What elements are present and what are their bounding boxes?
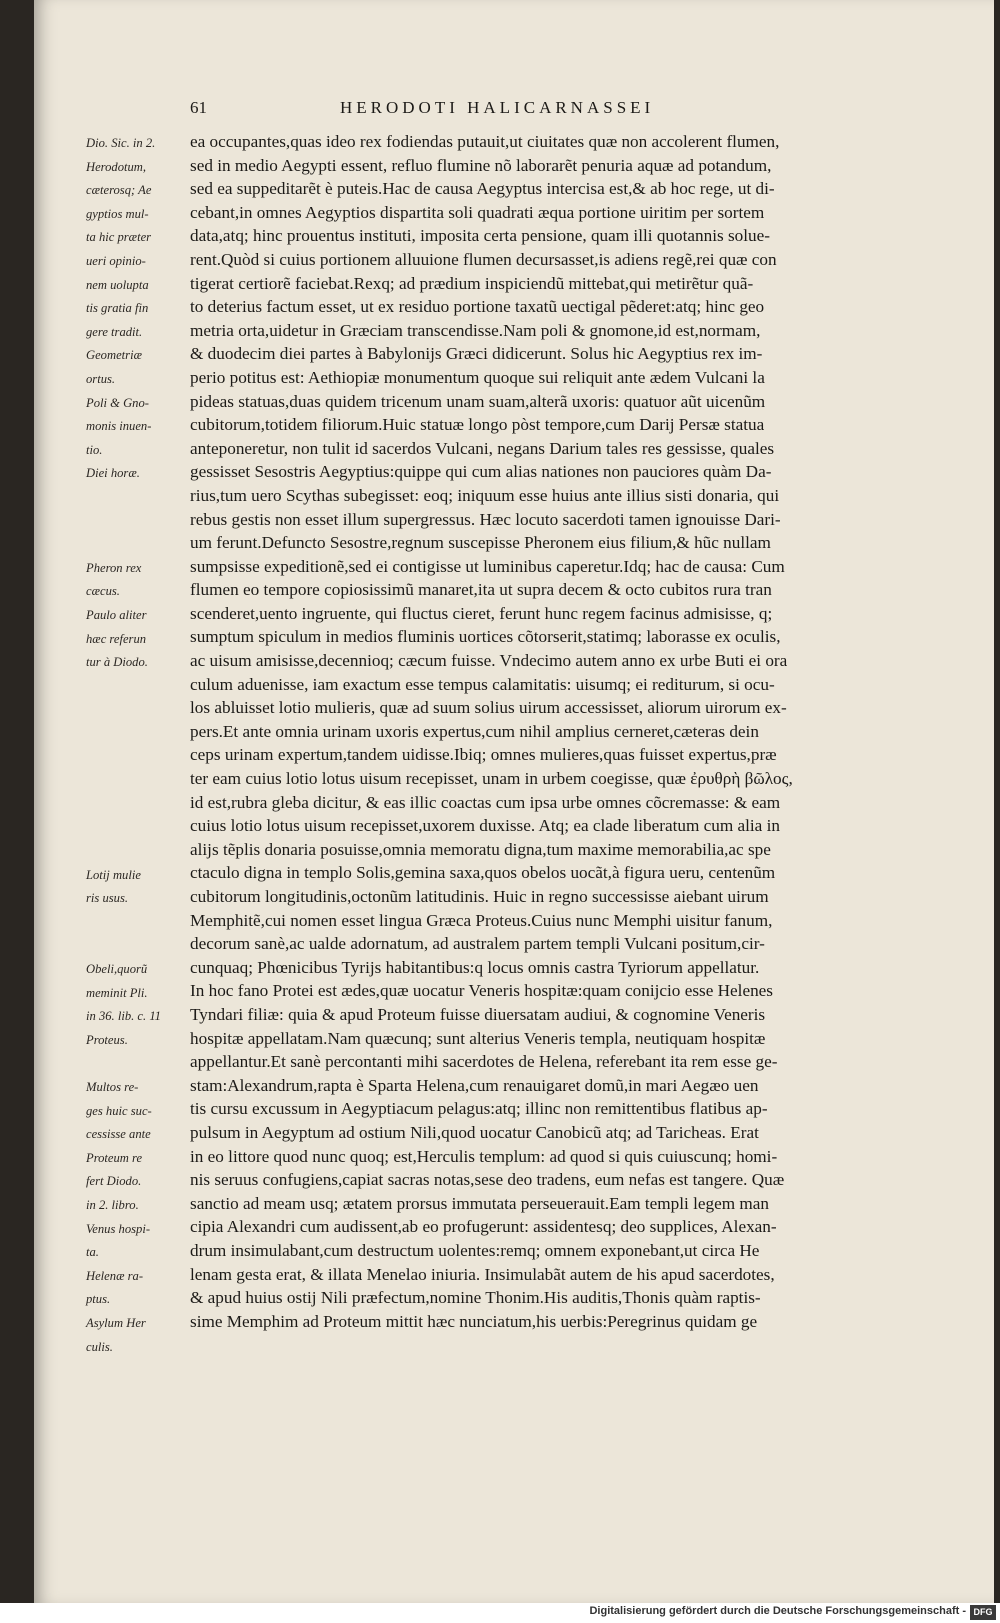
text-line: metria orta,uidetur in Græciam transcendisse.Nam poli & gnomone,id est,normam,: [190, 320, 761, 340]
text-line: gessisset Sesostris Aegyptius:quippe qui cum alias nationes non pauciores quàm Da-: [190, 462, 772, 482]
text-line: cubitorum longitudinis,octonũm latitudinis. Huic in regno successisse aiebant uirum: [190, 887, 769, 906]
marginal-note: ta.: [86, 1245, 99, 1260]
text-line: rius,tum uero Scythas subegisset: eoq; iniquum esse huius ante illius sisti donaria, qui: [190, 485, 780, 505]
marginal-note: fert Diodo.: [86, 1174, 142, 1189]
text-line: sumptum spiculum in medios fluminis uortices cõtorserit,statimq; laborasse ex oculis,: [190, 627, 781, 647]
text-line: data,atq; hinc prouentus instituti, imposita certa pensione, quam illi quotannis solue-: [190, 226, 770, 246]
text-line: tis cursu excussum in Aegyptiacum pelagus:atq; illinc non remittentibus flatibus ap-: [190, 1099, 768, 1119]
footer-credit: Digitalisierung gefördert durch die Deutsche Forschungsgemeinschaft -: [589, 1605, 966, 1617]
marginal-note: tur à Diodo.: [86, 655, 148, 670]
page-header: [190, 98, 945, 124]
text-line: sumpsisse expeditionẽ,sed ei contigisse ut luminibus caperetur.Idq; hac de causa: Cum: [190, 556, 785, 576]
text-line: rebus gestis non esset illum supergressus. Hæc locuto sacerdoti tamen ignouisse Dari-: [190, 509, 781, 529]
marginal-note: Venus hospi-: [86, 1221, 151, 1236]
text-line: sanctio ad meam usq; ætatem prorsus immutata perseuerauit.Eam templi legem man: [190, 1193, 769, 1213]
text-line: scenderet,uento ingruente, qui fluctus cieret, ferunt hunc regem facinus admisisse, q;: [190, 603, 773, 623]
text-line: cubitorum,totidem filiorum.Huic statuæ longo pòst tempore,cum Darij Persæ statua: [190, 415, 765, 435]
text-line: lenam gesta erat, & illata Menelao iniuria. Insimulabãt autem de his apud sacerdotes,: [190, 1264, 775, 1284]
marginal-note: Dio. Sic. in 2.: [86, 136, 156, 150]
text-line: ceps urinam expertum,tandem uidisse.Ibiq; omnes mulieres,quas fuisset expertus,præ: [190, 745, 777, 765]
text-line: hospitæ appellatam.Nam quæcunq; sunt alterius Veneris templa, neutiquam hospitæ: [190, 1028, 766, 1048]
marginal-note: Pheron rex: [86, 560, 142, 575]
marginal-note: Herodotum,: [86, 159, 147, 174]
marginal-note: Multos re-: [86, 1080, 139, 1094]
marginal-note: in 36. lib. c. 11: [86, 1009, 161, 1024]
text-line: Tyndari filiæ: quia & apud Proteum fuisse diuersatam audiui, & cognomine Veneris: [190, 1004, 766, 1024]
text-line: appellantur.Et sanè percontanti mihi sacerdotes de Helena, referebant ita rem esse ge-: [190, 1052, 778, 1072]
text-line: anteponeretur, non tulit id sacerdos Vulcani, negans Darium tales res gessisse, quales: [190, 438, 775, 458]
marginal-note: ta hic præter: [86, 230, 152, 245]
text-line: stam:Alexandrum,rapta è Sparta Helena,cum renauigaret domũ,in mari Aegæo uen: [190, 1075, 759, 1095]
page-number: 61: [190, 98, 207, 117]
footer-bar: [0, 1603, 1000, 1623]
marginal-note: culis.: [86, 1339, 113, 1354]
marginal-note: Helenæ ra-: [86, 1268, 144, 1283]
marginal-note: gyptios mul-: [86, 206, 149, 221]
text-line: in eo littore quod nunc quoq; est,Herculis templum: ad quod si quis cuiuscunq; homi-: [190, 1146, 778, 1166]
text-line: pulsum in Aegyptum ad ostium Nili,quod uocatur Canobicũ atq; ad Taricheas. Erat: [190, 1122, 759, 1142]
text-line: cuius lotio lotus uisum recepisset,uxorem duxisse. Atq; ea clade liberatum cum alia in: [190, 816, 780, 836]
marginal-note: Proteus.: [86, 1032, 128, 1047]
text-line: ter eam cuius lotio lotus uisum recepisset, unam in urbem coegisse, quæ ἐρυθρὴ βῶλος,: [190, 769, 793, 789]
text-line: alijs tẽplis donaria posuisse,omnia memoratu digna,tum maxime memorabilia,ac spe: [190, 839, 771, 859]
marginal-note: hæc referun: [86, 631, 147, 646]
marginal-note: tis gratia fin: [86, 301, 149, 316]
text-line: culum aduenisse, iam exactum esse tempus calamitatis: uisumq; ei rediturum, si ocu-: [190, 674, 775, 694]
text-line: decorum sanè,ac ualde adornatum, ad australem partem templi Vulcani positum,cir-: [190, 934, 765, 954]
text-line: los abluisset lotio mulieris, quæ ad suum solius uirum accessisset, aliorum uirorum ex-: [190, 698, 787, 718]
marginal-note: Obeli,quorũ: [86, 962, 148, 976]
text-line: to deterius factum esset, ut ex residuo portione taxatũ uectigal pẽderet:atq; hinc geo: [190, 297, 765, 317]
text-line: Memphitẽ,cui nomen esset lingua Græca Proteus.Cuius nunc Memphi uisitur fanum,: [190, 910, 773, 930]
marginal-note: Proteum re: [86, 1150, 143, 1165]
marginal-note: ptus.: [86, 1292, 111, 1307]
text-line: sime Memphim ad Proteum mittit hæc nunciatum,his uerbis:Peregrinus quidam ge: [190, 1311, 758, 1331]
text-line: um ferunt.Defuncto Sesostre,regnum suscepisse Pheronem eius filium,& hũc nullam: [190, 533, 771, 553]
text-line: & apud huius ostij Nili præfectum,nomine Thonim.His auditis,Thonis quàm raptis-: [190, 1288, 761, 1308]
text-line: perio potitus est: Aethiopiæ monumentum quoque sui reliquit ante ædem Vulcani la: [190, 367, 765, 387]
text-line: sed in medio Aegypti essent, refluo flumine nõ laborarẽt penuria aquæ ad potandum,: [190, 155, 772, 175]
marginal-note: ortus.: [86, 372, 116, 386]
text-line: rent.Quòd si cuius portionem alluuione flumen decursasset,is adiens regẽ,rei quæ con: [190, 249, 777, 269]
marginal-note: ueri opinio-: [86, 254, 146, 268]
marginal-note: monis inuen-: [86, 419, 152, 434]
marginal-note: tio.: [86, 442, 103, 457]
marginal-note: nem uolupta: [86, 277, 149, 292]
marginal-note: Poli & Gno-: [86, 395, 149, 410]
marginal-note: Geometriæ: [86, 348, 142, 363]
marginal-note: Lotij mulie: [86, 867, 141, 882]
text-line: cebant,in omnes Aegyptios dispartita soli quadrati æqua portione uiritim per sortem: [190, 202, 765, 222]
text-line: ctaculo digna in templo Solis,gemina saxa,quos obelos uocãt,à figura ueru, centenũm: [190, 863, 776, 883]
text-line: cunquaq; Phœnicibus Tyrijs habitantibus:q locus omnis castra Tyriorum appellatur.: [190, 957, 760, 977]
marginal-note: ges huic suc-: [86, 1103, 152, 1118]
marginal-note: Diei horæ.: [86, 466, 140, 481]
text-line: ea occupantes,quas ideo rex fodiendas putauit,ut ciuitates quæ non accolerent flumen,: [190, 132, 780, 151]
text-line: In hoc fano Protei est ædes,quæ uocatur Veneris hospitæ:quam conijcio esse Helenes: [190, 981, 773, 1001]
marginal-note: in 2. libro.: [86, 1198, 139, 1212]
text-line: & duodecim diei partes à Babylonijs Græci didicerunt. Solus hic Aegyptius rex im-: [190, 344, 763, 364]
text-line: drum insimulabant,cum destructum uolentes:remq; omnem exponebant,ut circa He: [190, 1240, 760, 1260]
marginal-note: ris usus.: [86, 891, 128, 906]
marginal-note: cæcus.: [86, 584, 120, 599]
text-line: pideas statuas,duas quidem tricenum unam suam,alterã uxoris: quatuor aũt uicenũm: [190, 391, 766, 411]
text-line: pers.Et ante omnia urinam uxoris expertus,cum nihil amplius cerneret,cæteras dein: [190, 721, 759, 741]
marginal-note: cæterosq; Ae: [86, 183, 152, 198]
marginal-note: gere tradit.: [86, 324, 143, 339]
marginal-note: cessisse ante: [86, 1127, 151, 1142]
dfg-logo-icon: DFG: [970, 1605, 996, 1620]
text-line: flumen eo tempore copiosissimũ manaret,ita ut supra decem & octo cubitos rura tran: [190, 580, 772, 600]
text-line: sed ea suppeditarẽt è puteis.Hac de causa Aegyptus intercisa est,& ab hoc rege, ut di-: [190, 179, 775, 199]
marginal-note: Paulo aliter: [86, 608, 147, 622]
marginal-note: Asylum Her: [86, 1316, 146, 1330]
body-text: [190, 130, 950, 1333]
marginal-note: meminit Pli.: [86, 985, 148, 1000]
text-line: tigerat certiorẽ faciebat.Rexq; ad prædium inspiciendũ mittebat,qui metirẽtur quã-: [190, 273, 754, 293]
text-line: cipia Alexandri cum audissent,ab eo profugerunt: assidentesq; deo supplices, Alexan-: [190, 1217, 777, 1237]
text-line: ac uisum amisisse,decennioq; cæcum fuisse. Vndecimo autem anno ex urbe Buti ei ora: [190, 651, 788, 671]
text-line: nis seruus confugiens,capiat sacras notas,sese deo tradens, eum nefas est tangere. Quæ: [190, 1170, 785, 1190]
running-title: HERODOTI HALICARNASSEI: [340, 98, 655, 117]
text-line: id est,rubra gleba dicitur, & eas illic coactas cum ipsa urbe omnes cõcremasse: & eam: [190, 792, 781, 812]
